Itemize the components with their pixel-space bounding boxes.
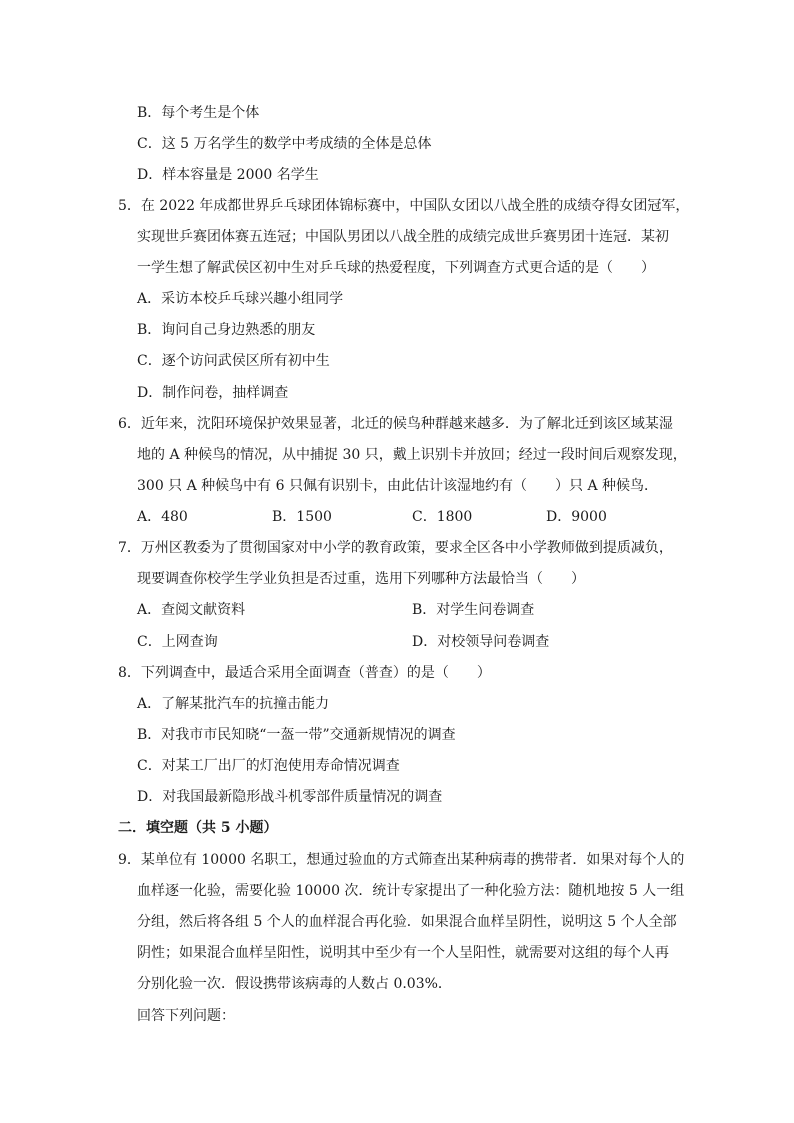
q5-stem-line-2: 实现世乒赛团体赛五连冠；中国队男团以八战全胜的成绩完成世乒赛男团十连冠．某初 [137, 229, 669, 245]
q6-stem-line-3: 300 只 A 种候鸟中有 6 只佩有识别卡，由此估计该湿地约有（ ）只 A 种候鸟． [137, 478, 658, 494]
section-heading-fill-in: 二．填空题（共 5 小题） [118, 820, 278, 836]
q7-option-d: D．对校领导问卷调查 [412, 634, 550, 650]
q5-option-a: A．采访本校乒乓球兴趣小组同学 [137, 291, 344, 307]
q4-option-b: B．每个考生是个体 [137, 105, 260, 121]
q6-stem-line-2: 地的 A 种候鸟的情况，从中捕捉 30 只，戴上识别卡并放回；经过一段时间后观察发现， [137, 447, 687, 463]
q7-stem-line-2: 现要调查你校学生学业负担是否过重，选用下列哪种方法最恰当（ ） [137, 571, 585, 587]
q7-option-a: A．查阅文献资料 [137, 602, 246, 618]
q4-option-d: D．样本容量是 2000 名学生 [137, 167, 319, 183]
q5-option-d: D．制作问卷，抽样调查 [137, 385, 289, 401]
q9-stem-line-2: 血样逐一化验，需要化验 10000 次．统计专家提出了一种化验方法：随机地按 5 人一组 [137, 883, 685, 899]
q6-option-d: D．9000 [546, 509, 607, 525]
q7-option-b: B．对学生问卷调查 [412, 602, 535, 618]
q6-option-a: A．480 [137, 509, 188, 525]
q9-stem-line-1: 9．某单位有 10000 名职工，想通过验血的方式筛查出某种病毒的携带者．如果对每个人的 [118, 852, 685, 868]
q5-stem-line-1: 5．在 2022 年成都世界乒乓球团体锦标赛中，中国队女团以八战全胜的成绩夺得女团冠军， [118, 198, 690, 214]
q8-stem-line-1: 8．下列调查中，最适合采用全面调查（普查）的是（ ） [118, 665, 491, 681]
q8-option-b: B．对我市市民知晓“一盔一带”交通新规情况的调查 [137, 727, 456, 743]
q5-option-b: B．询问自己身边熟悉的朋友 [137, 322, 316, 338]
q8-option-c: C．对某工厂出厂的灯泡使用寿命情况调查 [137, 758, 400, 774]
q9-stem-line-5: 分别化验一次．假设携带该病毒的人数占 0.03%． [137, 976, 452, 992]
q6-option-c: C．1800 [412, 509, 473, 525]
q7-option-c: C．上网查询 [137, 634, 218, 650]
q8-option-a: A．了解某批汽车的抗撞击能力 [137, 696, 330, 712]
q7-stem-line-1: 7．万州区教委为了贯彻国家对中小学的教育政策，要求全区各中小学教师做到提质减负， [118, 540, 673, 556]
q9-stem-line-3: 分组，然后将各组 5 个人的血样混合再化验．如果混合血样呈阴性，说明这 5 个人全部 [137, 914, 677, 930]
q9-stem-line-4: 阴性；如果混合血样呈阳性，说明其中至少有一个人呈阳性，就需要对这组的每个人再 [137, 945, 669, 961]
q4-option-c: C．这 5 万名学生的数学中考成绩的全体是总体 [137, 136, 432, 152]
q5-option-c: C．逐个访问武侯区所有初中生 [137, 353, 330, 369]
q6-option-b: B．1500 [272, 509, 332, 525]
q5-stem-line-3: 一学生想了解武侯区初中生对乒乓球的热爱程度，下列调查方式更合适的是（ ） [137, 260, 655, 276]
q6-stem-line-1: 6．近年来，沈阳环境保护效果显著，北迁的候鸟种群越来越多．为了解北迁到该区域某湿 [118, 416, 673, 432]
q8-option-d: D．对我国最新隐形战斗机零部件质量情况的调查 [137, 789, 443, 805]
q9-prompt: 回答下列问题： [137, 1008, 235, 1024]
